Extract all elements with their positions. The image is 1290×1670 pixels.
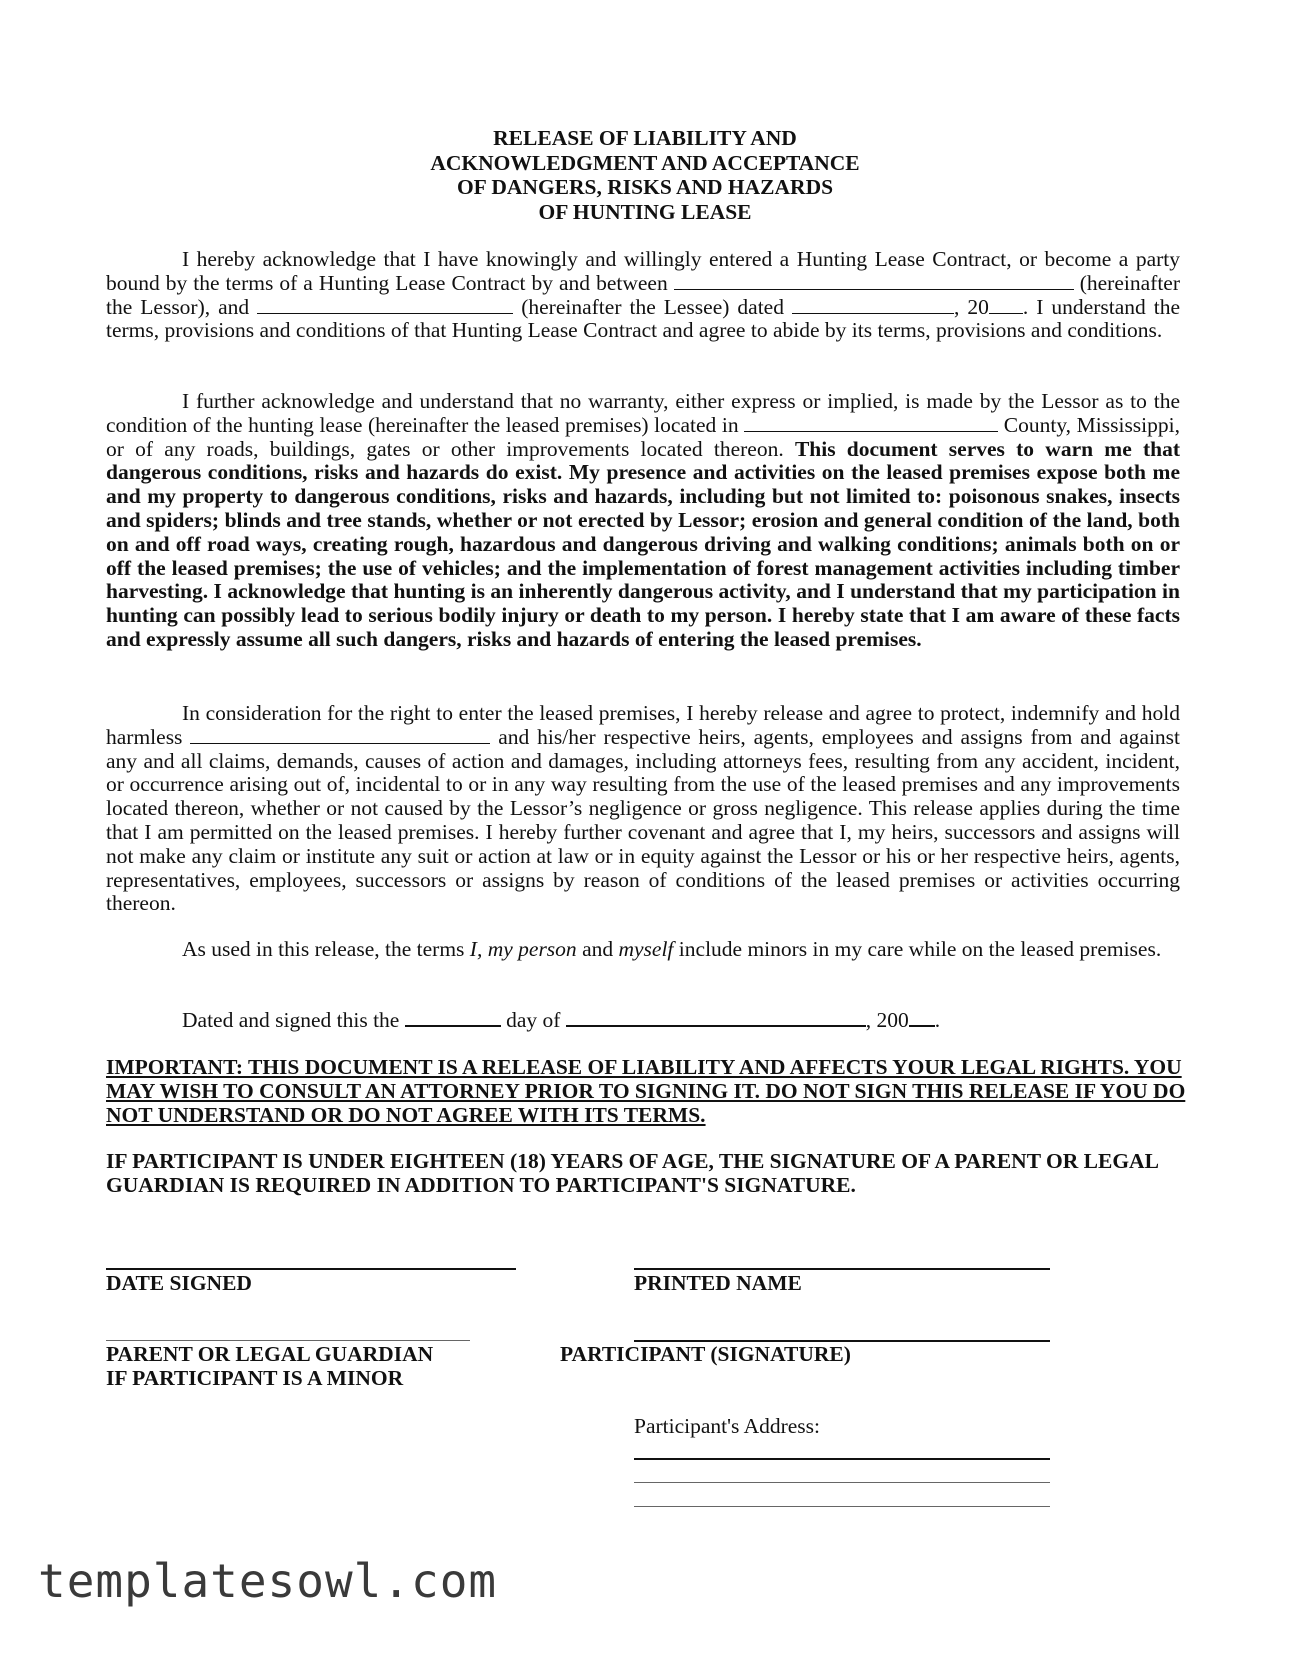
lessee-name-blank[interactable] bbox=[257, 296, 513, 314]
sign-day-blank[interactable] bbox=[405, 1008, 501, 1027]
address-line-1[interactable] bbox=[634, 1458, 1050, 1460]
title-line-4: OF HUNTING LEASE bbox=[538, 199, 752, 224]
address-line-2[interactable] bbox=[634, 1482, 1050, 1483]
document-title bbox=[100, 126, 1190, 224]
printed-name-line[interactable] bbox=[634, 1268, 1050, 1270]
sign-month-blank[interactable] bbox=[566, 1008, 866, 1027]
participant-address-label: Participant's Address: bbox=[634, 1414, 821, 1438]
date-signed-line[interactable] bbox=[106, 1268, 516, 1270]
terms-definition-paragraph: As used in this release, the terms I, my person and myself include minors in my care while on the leased premises. bbox=[182, 937, 1162, 961]
lessor-name-blank[interactable] bbox=[674, 272, 1074, 290]
minor-notice: IF PARTICIPANT IS UNDER EIGHTEEN (18) YEARS OF AGE, THE SIGNATURE OF A PARENT OR LEGAL GUARDIAN IS REQUIRED IN ADDITION TO PARTICIPANT'S SIGNATURE. bbox=[106, 1149, 1158, 1197]
date-signed-label: DATE SIGNED bbox=[106, 1271, 252, 1295]
contract-date-blank[interactable] bbox=[792, 296, 954, 314]
guardian-signature-line[interactable] bbox=[106, 1340, 470, 1341]
warranty-paragraph: I further acknowledge and understand that no warranty, either express or implied, is made by the Lessor as to the condition of the hunting lease (hereinafter the leased premises) located in County, Mississippi, or of any roads, buildings, gates or other improvements located thereon. This document serves to warn me that dangerous conditions, risks and hazards do exist. My presence and activities on the leased premises expose both me and my property to dangerous conditions, risks and hazards, including but not limited to: poisonous snakes, insects and spiders; blinds and tree stands, whether or not erected by Lessor; erosion and general condition of the land, both on and off road ways, creating rough, hazardous and dangerous driving and walking conditions; animals both on or off the leased premises; the use of vehicles; and the implementation of forest management activities including timber harvesting. I acknowledge that hunting is an inherently dangerous activity, and I understand that my participation in hunting can possibly lead to serious bodily injury or death to my person. I hereby state that I am aware of these facts and expressly assume all such dangers, risks and hazards of entering the leased premises. bbox=[106, 389, 1181, 651]
released-party-blank[interactable] bbox=[190, 726, 490, 744]
site-watermark: templatesowl.com bbox=[38, 1554, 498, 1608]
address-line-3[interactable] bbox=[634, 1506, 1050, 1507]
important-notice: IMPORTANT: THIS DOCUMENT IS A RELEASE OF LIABILITY AND AFFECTS YOUR LEGAL RIGHTS. YOU MAY WISH TO CONSULT AN ATTORNEY PRIOR TO SIGNING IT. DO NOT SIGN THIS RELEASE IF YOU DO NOT UNDERSTAND OR DO NOT AGREE WITH ITS TERMS. bbox=[106, 1055, 1186, 1127]
acknowledgment-paragraph: I hereby acknowledge that I have knowingly and willingly entered a Hunting Lease Contract, or become a party bound by the terms of a Hunting Lease Contract by and between (hereinafter the Lessor), and (hereinafter the Lessee) dated , 20 . I understand the terms, provisions and conditions of that Hunting Lease Contract and agree to abide by its terms, provisions and conditions. bbox=[106, 247, 1181, 343]
release-paragraph: In consideration for the right to enter the leased premises, I hereby release and agree to protect, indemnify and hold harmless and his/her respective heirs, agents, employees and assigns from and against any and all claims, demands, causes of action and damages, including attorneys fees, resulting from any accident, incident, or occurrence arising out of, incidental to or in any way resulting from the use of the leased premises and any improvements located thereon, whether or not caused by the Lessor’s negligence or gross negligence. This release applies during the time that I am permitted on the leased premises. I hereby further covenant and agree that I, my heirs, successors and assigns will not make any claim or institute any suit or action at law or in equity against the Lessor or his or her respective heirs, agents, representatives, employees, successors or assigns by reason of conditions of the leased premises or activities occurring thereon. bbox=[106, 701, 1181, 916]
title-line-1: RELEASE OF LIABILITY AND bbox=[493, 126, 797, 150]
county-blank[interactable] bbox=[744, 414, 998, 432]
title-line-3: OF DANGERS, RISKS AND HAZARDS bbox=[456, 175, 834, 199]
guardian-label-line-1: PARENT OR LEGAL GUARDIAN bbox=[106, 1342, 434, 1366]
contract-year-blank[interactable] bbox=[989, 296, 1023, 314]
dated-signed-line: Dated and signed this the day of , 200 . bbox=[182, 1008, 941, 1032]
danger-warning-text: This document serves to warn me that dangerous conditions, risks and hazards do exist. My presence and activities on the leased premises expose both me and my property to dangerous conditions, risks and hazards, including but not limited to: poisonous snakes, insects and spiders; blinds and tree stands, whether or not erected by Lessor; erosion and general condition of the land, both on and off road ways, creating rough, hazardous and dangerous driving and walking conditions; animals both on or off the leased premises; the use of vehicles; and the implementation of forest management activities including timber harvesting. I acknowledge that hunting is an inherently dangerous activity, and I understand that my participation in hunting can possibly lead to serious bodily injury or death to my person. I hereby state that I am aware of these facts and expressly assume all such dangers, risks and hazards of entering the leased premises. bbox=[106, 436, 1181, 651]
printed-name-label: PRINTED NAME bbox=[634, 1271, 802, 1295]
title-line-2: ACKNOWLEDGMENT AND ACCEPTANCE bbox=[430, 150, 860, 175]
sign-year-blank[interactable] bbox=[909, 1008, 935, 1027]
participant-signature-label: PARTICIPANT (SIGNATURE) bbox=[560, 1342, 851, 1366]
guardian-label-line-2: IF PARTICIPANT IS A MINOR bbox=[106, 1366, 404, 1390]
